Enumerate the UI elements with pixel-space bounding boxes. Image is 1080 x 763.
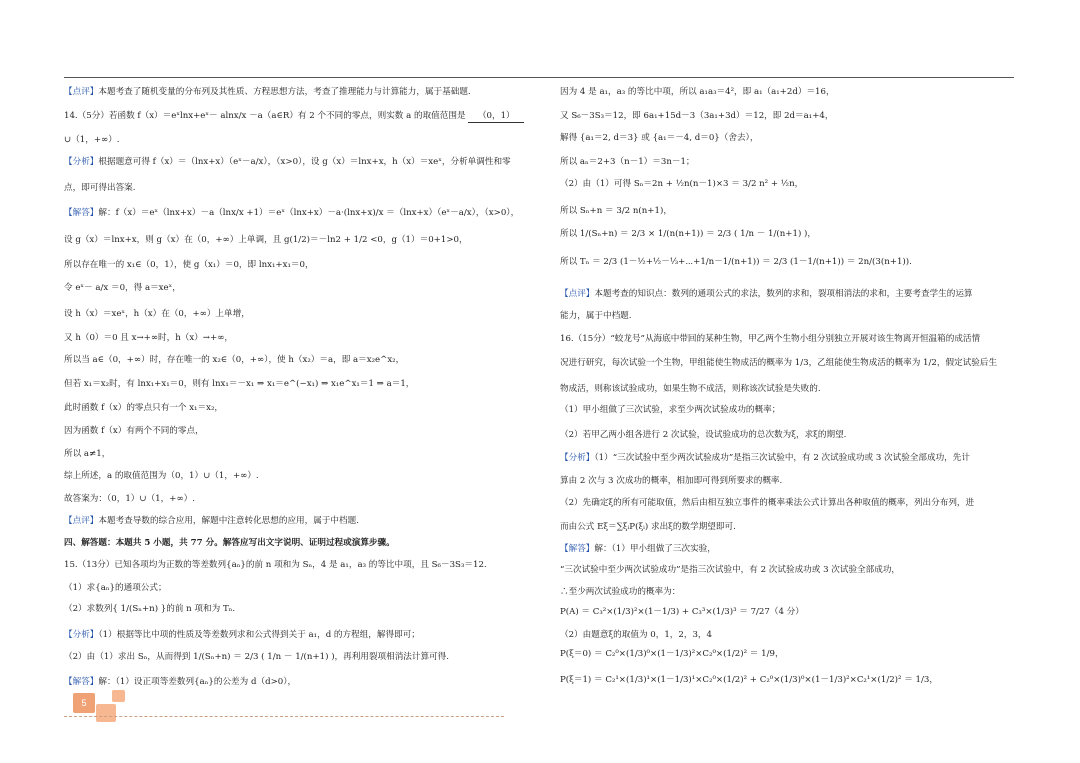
section-tag: 【分析】	[64, 630, 99, 640]
right-text-line	[560, 132, 1020, 144]
section-tag: 【解答】	[560, 544, 595, 554]
section-tag: 【点评】	[64, 516, 99, 526]
line-text: 所以 1/(Sₙ+n) ＝ 2/3 × 1/(n(n+1)) ＝ 2/3 ( 1/n － 1/(n+1) )，	[560, 229, 817, 239]
right-text-line	[560, 333, 1020, 345]
line-text: 设 g（x）＝lnx+x，则 g（x）在（0，+∞）上单调，且 g(1/2)＝－ln2 + 1/2 <0，g（1）＝0+1>0，	[64, 235, 468, 245]
left-text-line	[64, 402, 534, 414]
line-text: 16.（15分）“蛟龙号”从海底中带回的某种生物，甲乙两个生物小组分别独立开展对该生物离开恒温箱的成活情	[560, 334, 981, 344]
left-text-line	[64, 156, 534, 168]
line-text: 但若 x₁＝x₂时，有 lnx₁+x₁＝0，则有 lnx₁＝－x₁ ⇒ x₁＝e^(−x₁) ⇒ x₁e^x₁＝1 ⇒ a＝1，	[64, 379, 415, 389]
section-tag: 【分析】	[560, 453, 595, 463]
left-text-line	[64, 86, 534, 98]
right-text-line	[560, 429, 1020, 441]
right-text-line	[560, 357, 1020, 369]
right-text-line	[560, 586, 1020, 598]
right-text-line	[560, 205, 1020, 217]
right-text-line	[560, 521, 1020, 533]
line-text: 点，即可得出答案.	[64, 183, 136, 193]
right-text-line	[560, 110, 1020, 122]
line-text: P(ξ＝0) ＝ C₂⁰×(1/3)⁰×(1－1/3)²×C₂⁰×(1/2)² ＝ 1/9，	[560, 649, 784, 659]
right-text-line	[560, 256, 1020, 268]
left-text-line	[64, 332, 534, 344]
left-text-line	[64, 182, 534, 194]
line-text: （2）由题意ξ的取值为 0，1，2，3，4	[560, 630, 712, 640]
right-text-line	[560, 564, 1020, 576]
left-text-line	[64, 537, 534, 549]
line-text: 故答案为：（0，1）∪（1，+∞）.	[64, 494, 195, 504]
line-text: （1）根据等比中项的性质及等差数列求和公式得到关于 a₁，d 的方程组，解得即可；	[98, 630, 420, 640]
line-text: P(ξ＝1) ＝ C₂¹×(1/3)¹×(1－1/3)¹×C₂⁰×(1/2)² + C₂⁰×(1/3)⁰×(1－1/3)²×C₂¹×(1/2)² ＝ 1/3，	[560, 675, 938, 685]
line-text: 所以 Tₙ ＝ 2/3 (1－½+½－⅓+⋯+1/n－1/(n+1)) ＝ 2/3 (1－1/(n+1)) ＝ 2n/(3(n+1)).	[560, 257, 912, 267]
left-text-line	[64, 282, 534, 294]
right-text-line	[560, 648, 1020, 660]
line-text: 令 eˣ－ a/x ＝0，得 a＝xeˣ，	[64, 283, 181, 293]
line-text: 解：（1）设正项等差数列{aₙ}的公差为 d（d>0），	[98, 677, 297, 687]
section-tag: 【解答】	[64, 677, 99, 687]
right-text-line	[560, 452, 1020, 464]
section-tag: 【点评】	[560, 289, 595, 299]
right-text-line	[560, 310, 1020, 322]
page-number-decoration-small	[112, 690, 125, 702]
line-text: 所以存在唯一的 x₁∈（0，1），使 g（x₁）＝0，即 lnx₁+x₁＝0，	[64, 260, 314, 270]
line-text: 所以当 a∈（0，+∞）时，存在唯一的 x₂∈（0，+∞），使 h（x₂）＝a，即 a＝x₂e^x₂，	[64, 355, 405, 365]
line-text: （1）“三次试验中至少两次试验成功”是指三次试验中，有 2 次试验成功或 3 次试验全部成功，先计	[594, 453, 970, 463]
line-text: 设 h（x）＝xeˣ，h（x）在（0，+∞）上单增，	[64, 309, 250, 319]
line-text: （2）先确定ξ的所有可能取值，然后由相互独立事件的概率乘法公式计算出各种取值的概率，列出分布列，进	[560, 498, 975, 508]
line-text: 解得 {a₁＝2, d＝3} 或 {a₁＝－4, d＝0}（舍去），	[560, 133, 759, 143]
left-text-line	[64, 470, 534, 482]
left-text-line	[64, 603, 534, 615]
right-text-line	[560, 383, 1020, 395]
line-text: 因为函数 f（x）有两个不同的零点，	[64, 426, 204, 436]
right-text-line	[560, 404, 1020, 416]
header-rule	[64, 77, 1014, 78]
left-text-line	[64, 629, 534, 641]
line-text: 所以 a≠1，	[64, 449, 111, 459]
line-text: 15.（13分）已知各项均为正数的等差数列{aₙ}的前 n 项和为 Sₙ，4 是 a₁，a₃ 的等比中项，且 S₆－3S₃＝12.	[64, 560, 487, 570]
line-text: 14.（5分）若函数 f（x）＝eˣlnx+eˣ－ alnx/x －a（a∈R）有 2 个不同的零点，则实数 a 的取值范围是	[64, 111, 466, 121]
left-text-line	[64, 448, 534, 460]
right-text-line	[560, 228, 1020, 240]
left-text-line	[64, 354, 534, 366]
line-text: 解：f（x）＝eˣ（lnx+x）－a（lnx/x +1）＝eˣ（lnx+x）－a·(lnx+x)/x ＝（lnx+x）（eˣ－a/x），（x>0），	[98, 208, 520, 218]
line-text: 能力，属于中档题.	[560, 311, 632, 321]
line-text: 综上所述，a 的取值范围为（0，1）∪（1，+∞）.	[64, 471, 259, 481]
line-text: 况进行研究，每次试验一个生物，甲组能使生物成活的概率为 1/3，乙组能使生物成活的概率为 1/2，假定试验后生	[560, 358, 998, 368]
right-text-line	[560, 288, 1020, 300]
right-text-line	[560, 156, 1020, 168]
left-text-line	[64, 676, 534, 688]
page-number-decoration	[96, 704, 116, 722]
left-text-line	[64, 425, 534, 437]
line-text: “三次试验中至少两次试验成功”是指三次试验中，有 2 次试验成功或 3 次试验全部成功，	[560, 565, 901, 575]
line-text: ∴至少两次试验成功的概率为：	[560, 587, 681, 597]
line-text: ∪（1，+∞）.	[64, 135, 120, 145]
left-text-line	[64, 110, 534, 123]
line-text: （2）由（1）可得 Sₙ＝2n + ½n(n－1)×3 ＝ 3/2 n² + ½n，	[560, 179, 804, 189]
line-text: P(A) ＝ C₃²×(1/3)²×(1－1/3) + C₃³×(1/3)³ ＝ 7/27（4 分）	[560, 607, 804, 617]
line-text: 此时函数 f（x）的零点只有一个 x₁＝x₂，	[64, 403, 223, 413]
left-text-line	[64, 207, 534, 219]
section-tag: 【点评】	[64, 87, 99, 97]
line-text: 本题考查导数的综合应用，解题中注意转化思想的应用，属于中档题.	[98, 516, 359, 526]
line-text: （2）若甲乙两小组各进行 2 次试验，设试验成功的总次数为ξ，求ξ的期望.	[560, 430, 847, 440]
right-text-line	[560, 543, 1020, 555]
left-text-line	[64, 134, 534, 146]
right-text-line	[560, 497, 1020, 509]
line-text: （1）求{aₙ}的通项公式；	[64, 583, 167, 593]
line-text: 而由公式 Eξ＝∑ξᵢP(ξᵢ) 求出ξ的数学期望即可.	[560, 522, 736, 532]
line-text: 所以 Sₙ+n ＝ 3/2 n(n+1)，	[560, 206, 672, 216]
line-text: 本题考查的知识点：数列的通项公式的求法，数列的求和，裂项相消法的求和，主要考查学生的运算	[594, 289, 973, 299]
line-text: 本题考查了随机变量的分布列及其性质、方程思想方法，考查了推理能力与计算能力，属于基础题.	[98, 87, 471, 97]
right-text-line	[560, 86, 1020, 98]
right-text-line	[560, 475, 1020, 487]
footer-dashed-rule	[64, 716, 504, 717]
left-text-line	[64, 559, 534, 571]
line-text: 根据题意可得 f（x）＝（lnx+x）（eˣ－a/x），（x>0），设 g（x）＝lnx+x，h（x）＝xeˣ，分析单调性和零	[98, 157, 511, 167]
left-text-line	[64, 582, 534, 594]
right-text-line	[560, 629, 1020, 641]
line-text: 又 h（0）＝0 且 x→+∞时，h（x）→+∞，	[64, 333, 233, 343]
left-text-line	[64, 378, 534, 390]
line-text: 所以 aₙ＝2+3（n－1）＝3n－1；	[560, 157, 695, 167]
line-text: 又 S₆－3S₃＝12，即 6a₁+15d－3（3a₁+3d）＝12，即 2d＝a₁+4，	[560, 111, 834, 121]
line-text: 物成活，则称该试验成功，如果生物不成活，则称该次试验是失败的.	[560, 384, 821, 394]
left-text-line	[64, 493, 534, 505]
line-text: （1）甲小组做了三次试验，求至少两次试验成功的概率；	[560, 405, 781, 415]
left-text-line	[64, 651, 534, 663]
section-tag: 【解答】	[64, 208, 99, 218]
answer-blank: （0，1）	[468, 110, 524, 123]
line-text: 算由 2 次与 3 次成功的概率，相加即可得到所要求的概率.	[560, 476, 783, 486]
right-text-line	[560, 178, 1020, 190]
line-text: 四、解答题：本题共 5 小题，共 77 分。解答应写出文字说明、证明过程或演算步骤。	[64, 538, 395, 548]
left-text-line	[64, 515, 534, 527]
left-text-line	[64, 259, 534, 271]
line-text: （2）由（1）求出 Sₙ，从而得到 1/(Sₙ+n) ＝ 2/3 ( 1/n － 1/(n+1) )，再利用裂项相消法计算可得.	[64, 652, 450, 662]
right-text-line	[560, 606, 1020, 618]
page-number: 5	[73, 693, 95, 713]
line-text: 因为 4 是 a₁，a₃ 的等比中项，所以 a₁a₃＝4²，即 a₁（a₁+2d）＝16，	[560, 87, 835, 97]
line-text: （2）求数列{ 1/(Sₙ+n) }的前 n 项和为 Tₙ.	[64, 604, 236, 614]
line-text: 解：（1）甲小组做了三次实验，	[594, 544, 716, 554]
left-text-line	[64, 308, 534, 320]
right-text-line	[560, 674, 1020, 686]
left-text-line	[64, 234, 534, 246]
section-tag: 【分析】	[64, 157, 99, 167]
